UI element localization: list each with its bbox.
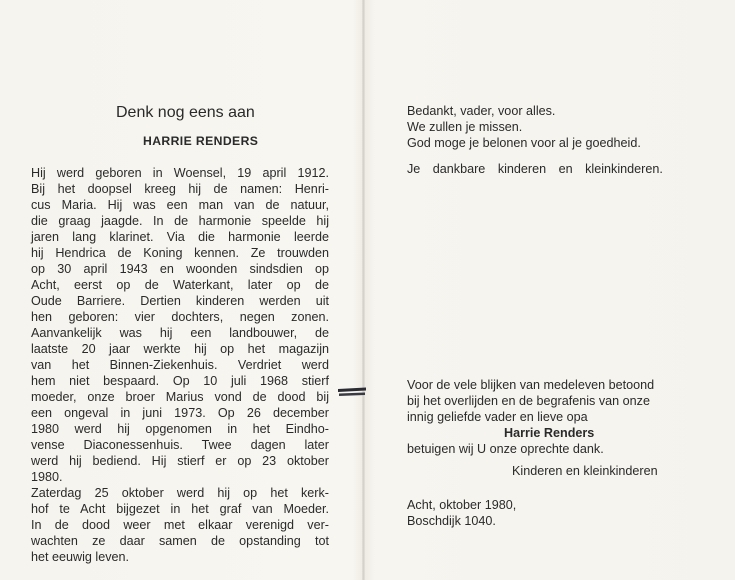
thanks-line: Bedankt, vader, voor alles. [407, 104, 556, 118]
bio-line: hof te Acht bijgezet in het graf van Moeder. [31, 502, 329, 516]
thanks-line: God moge je belonen voor al je goedheid. [407, 136, 641, 150]
acknowledgement-block [407, 377, 654, 457]
biography [31, 165, 329, 565]
ack-line: bij het overlijden en de begrafenis van onze [407, 394, 650, 408]
bio-line: Hij werd geboren in Woensel, 19 april 1912. [31, 166, 329, 180]
bio-line: die graag jaagde. In de harmonie speelde hij [31, 214, 329, 228]
ack-line: Voor de vele blijken van medeleven betoond [407, 378, 655, 392]
bio-line: wachten ze daar samen de opstanding tot [31, 534, 329, 548]
address-block [407, 497, 516, 529]
bio-line: cus Maria. Hij was een man van de natuur, [31, 198, 329, 212]
bio-line: Acht, eerst op de Waterkant, later op de [31, 278, 329, 292]
bio-line: hij Hendrica de Koning kennen. Ze trouwden [31, 246, 329, 260]
address: Boschdijk 1040. [407, 514, 496, 528]
bio-line: van het Binnen-Ziekenhuis. Verdriet werd [31, 358, 329, 372]
thanks-block [407, 103, 641, 151]
signature: Kinderen en kleinkinderen [512, 464, 658, 478]
fold-line [362, 0, 365, 580]
thanks-line: We zullen je missen. [407, 120, 523, 134]
bio-line: moeder, onze broer Marius vond de dood bij [31, 390, 329, 404]
bio-line: werd hij bediend. Hij stierf er op 23 oktober [31, 454, 329, 468]
bio-line: op 30 april 1943 en woonden sindsdien op [31, 262, 329, 276]
bio-line: het eeuwig leven. [31, 550, 130, 564]
intro-text: Denk nog eens aan [116, 104, 255, 121]
place-date: Acht, oktober 1980, [407, 498, 517, 512]
ack-line: innig geliefde vader en lieve opa [407, 410, 588, 424]
deceased-name: HARRIE RENDERS [143, 134, 259, 148]
bio-line: Zaterdag 25 oktober werd hij op het kerk- [31, 486, 329, 500]
grateful-children: Je dankbare kinderen en kleinkinderen. [407, 162, 663, 176]
ack-name: Harrie Renders [504, 426, 595, 440]
bio-line: Oude Barriere. Dertien kinderen werden uit [31, 294, 329, 308]
bio-line: hen geboren: vier dochters, negen zonen. [31, 310, 329, 324]
bio-line: 1980. [31, 470, 63, 484]
bio-line: laatste 20 jaar werkte hij op het magazijn [31, 342, 329, 356]
ack-closing: betuigen wij U onze oprechte dank. [407, 442, 604, 456]
bio-line: In de dood weer met elkaar verenigd ver- [31, 518, 329, 532]
bio-line: Bij het doopsel kreeg hij de namen: Henri- [31, 182, 329, 196]
bio-line: jaren lang klarinet. Via die harmonie leerde [31, 230, 329, 244]
bio-line: 1980 werd hij opgenomen in het Eindho- [31, 422, 329, 436]
bio-line: Aanvankelijk was hij een landbouwer, de [31, 326, 329, 340]
bio-line: hem niet bespaard. Op 10 juli 1968 stierf [31, 374, 329, 388]
bio-line: een ongeval in juni 1973. Op 26 december [31, 406, 329, 420]
ink-mark [336, 384, 368, 398]
bio-line: vense Diaconessenhuis. Twee dagen later [31, 438, 329, 452]
